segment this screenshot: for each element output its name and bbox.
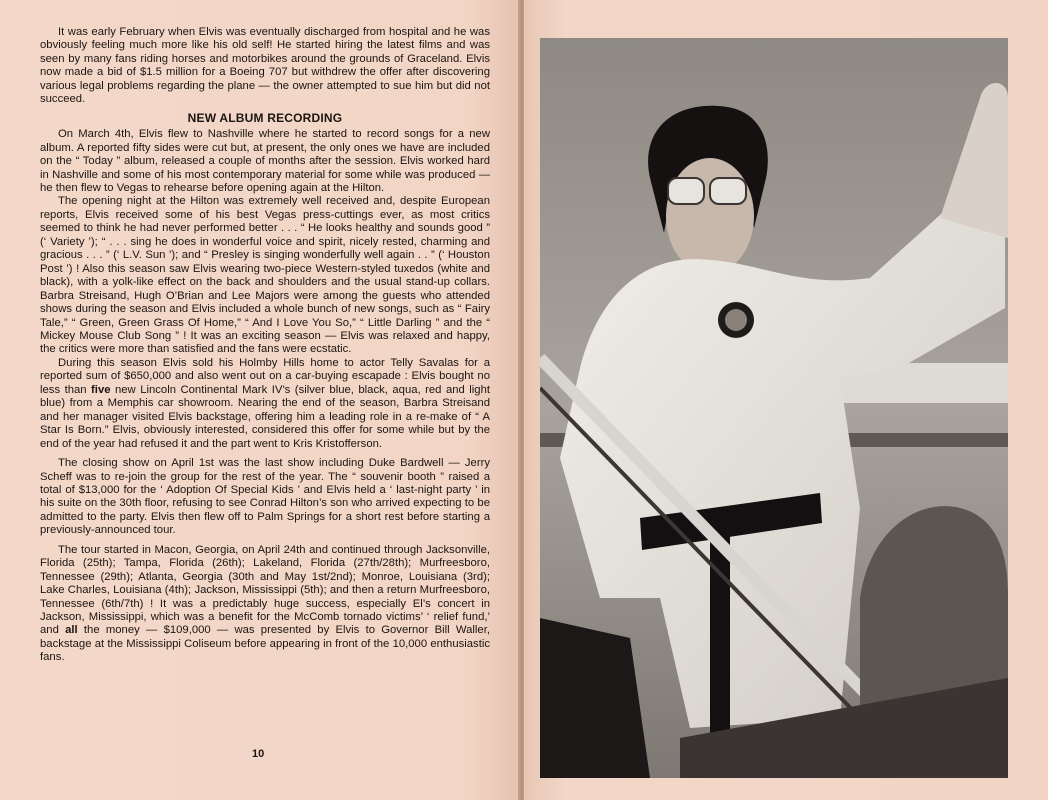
paragraph-5: The closing show on April 1st was the last show including Duke Bardwell — Jerry Scheff was to re-join the group for the rest of the year. The “ souvenir booth ” raised a total of $13,000 for the ‘ Adoption Of Special Kids ’ and Elvis held a ‘ last-night party ’ in his suite on the 30th floor, refusing to see Conrad Hilton’s son who arrived expecting to be admitted to the party. Elvis then flew off to Palm Springs for a short rest before starting a previously-announced tour.: [40, 457, 490, 537]
paragraph-4-part-a: During this season Elvis sold his Holmby Hills home to actor Telly Savalas for a reported sum of $650,000 and also went out on a car-buying escapade : Elvis bought no less than: [40, 356, 490, 396]
article-text: [40, 26, 490, 665]
photo-elvis-karate-gi: [540, 38, 1008, 778]
paragraph-2: On March 4th, Elvis flew to Nashville where he started to record songs for a new album. A reported fifty sides were cut but, at present, the only ones we have are included on the “ Today ” album, released a couple of months after the session. Elvis worked hard in Nashville and some of his most contemporary material for some while was produced — he then flew to Vegas to rehearse before opening again at the Hilton.: [40, 128, 490, 194]
paragraph-3: The opening night at the Hilton was extremely well received and, despite European reports, Elvis received some of his best Vegas press-cuttings ever, as most critics seemed to think he had never performed better . . . “ He looks healthy and sounds good ” (‘ Variety ’); “ . . . sing he does in wonderful voice and spirit, nicely rested, charming and gracious . . . ” (‘ L.V. Sun ’); and “ Presley is singing wonderfully well again . . ” (‘ Houston Post ’) ! Also this season saw Elvis wearing two-piece Western-styled tuxedos (white and black), with a yolk-like effect on the back and shoulders and the usual stand-up collars. Barbra Streisand, Hugh O’Brian and Lee Majors were among the guests who attended shows during the season and Elvis included a whole bunch of new songs, such as “ Fairy Tale,” “ Green, Green Grass Of Home,” “ And I Love You So,” “ Little Darling ” and the “ Mickey Mouse Club Song ” ! It was an exciting season — Elvis was relaxed and happy, the critics were more than satisfied and the fans were ecstatic.: [40, 195, 490, 356]
page-number: 10: [252, 748, 265, 760]
sunglasses-left-lens: [668, 178, 704, 204]
section-heading: NEW ALBUM RECORDING: [187, 110, 343, 125]
left-page: [0, 0, 520, 800]
face-shape: [666, 158, 754, 274]
paragraph-6-part-b: the money — $109,000 — was presented by Elvis to Governor Bill Waller, backstage at the Mississippi Coliseum before appearing in front of the 10,000 enthusiastic fans.: [40, 624, 490, 664]
paragraph-1: It was early February when Elvis was eventually discharged from hospital and he was obviously feeling much more like his old self! He started hiring the latest films and was seen by many fans riding horses and motorbikes around the grounds of Graceland. Elvis now made a bid of $1.5 million for a Boeing 707 but withdrew the offer after discovering various legal problems regarding the plane — the owner attempted to sue him but did not succeed.: [40, 26, 490, 106]
paragraph-4: [40, 357, 490, 451]
paragraph-4-bold: five: [91, 383, 111, 396]
paragraph-6-part-a: The tour started in Macon, Georgia, on April 24th and continued through Jacksonville, Florida (25th); Tampa, Florida (26th); Lakeland, Florida (27th/28th); Murfreesboro, Tennessee (29th); Atlanta, Georgia (30th and May 1st/2nd); Monroe, Louisiana (3rd); Lake Charles, Louisiana (4th); Jackson, Mississippi (5th); and then a return Murfreesboro, Tennessee (6th/7th) ! It was a predictably huge success, especially El’s concert in Jackson, Mississippi, which was a benefit for the McComb tornado victims’ ‘ relief fund,’ and: [40, 543, 490, 637]
gi-patch-center: [725, 309, 747, 331]
paragraph-6: [40, 544, 490, 665]
paragraph-6-bold: all: [65, 624, 78, 637]
sunglasses-right-lens: [710, 178, 746, 204]
paragraph-4-part-b: new Lincoln Continental Mark IV’s (silver blue, black, aqua, red and light blue) from a Memphis car showroom. Nearing the end of the season, Barbra Streisand and her manager visited Elvis backstage, offering him a leading role in a re-make of “ A Star Is Born.” Elvis, obviously interested, considered this offer for some while but by the end of the year had refused it and the part went to Kris Kristofferson.: [40, 383, 490, 450]
belt-tail: [710, 533, 730, 733]
photo-illustration: [540, 38, 1008, 778]
